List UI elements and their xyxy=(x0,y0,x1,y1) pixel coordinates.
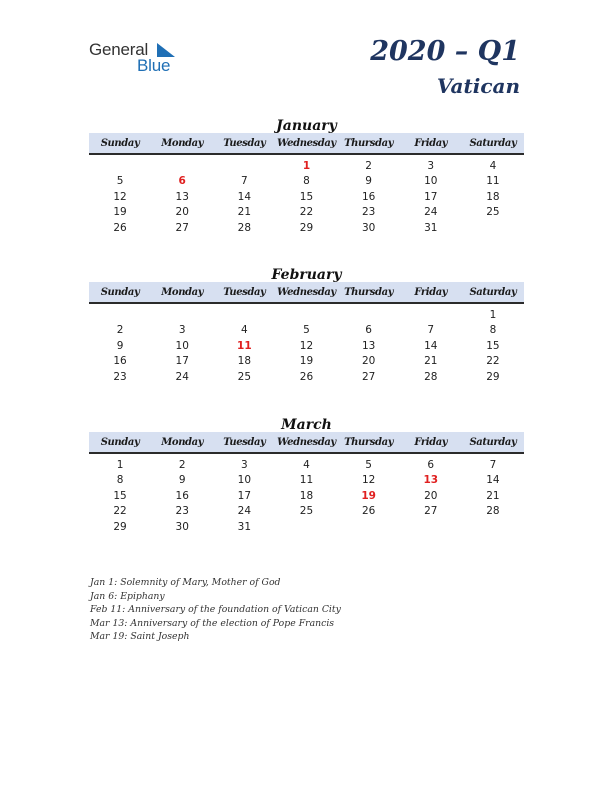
day-cell: 21 xyxy=(424,355,438,368)
day-cell: 8 xyxy=(489,324,497,337)
day-cell: 15 xyxy=(299,190,314,203)
week-row xyxy=(89,370,524,385)
week-row xyxy=(89,159,524,174)
week-row xyxy=(89,504,524,519)
day-cell: 4 xyxy=(489,160,497,172)
day-cell: 5 xyxy=(303,324,310,337)
day-cell: 9 xyxy=(365,175,372,188)
day-cell xyxy=(151,159,213,174)
day-cell xyxy=(89,159,151,174)
week-row xyxy=(89,473,524,488)
weekday-label: Monday xyxy=(161,287,204,298)
day-cell: 7 xyxy=(489,459,497,471)
holiday-note: Feb 11: Anniversary of the foundation of Vatican City xyxy=(90,604,341,616)
day-cell: 12 xyxy=(113,190,127,203)
week-row xyxy=(89,221,524,236)
holiday-day-cell: 19 xyxy=(361,489,376,502)
day-cell: 22 xyxy=(299,206,314,219)
holiday-day-cell: 6 xyxy=(178,175,186,188)
day-cell: 14 xyxy=(237,190,252,203)
day-cell: 4 xyxy=(303,459,310,471)
day-cell xyxy=(213,308,275,323)
weekday-label: Thursday xyxy=(344,437,394,448)
holiday-day-cell: 11 xyxy=(237,339,252,352)
day-cell: 18 xyxy=(486,190,500,203)
weekday-label: Friday xyxy=(414,138,448,149)
weekday-label: Friday xyxy=(414,287,448,298)
day-cell: 26 xyxy=(113,221,127,234)
day-cell: 25 xyxy=(486,206,500,219)
day-cell: 22 xyxy=(486,355,500,368)
logo-triangle-icon xyxy=(157,43,175,57)
day-cell: 28 xyxy=(424,370,438,383)
week-row xyxy=(89,489,524,504)
logo-text-blue: Blue xyxy=(137,56,171,75)
day-cell: 11 xyxy=(486,175,500,188)
day-cell: 18 xyxy=(237,355,252,368)
week-row xyxy=(89,308,524,323)
day-cell: 20 xyxy=(175,206,189,219)
weekday-label: Tuesday xyxy=(223,437,266,448)
day-cell: 3 xyxy=(241,459,248,471)
day-cell: 1 xyxy=(116,459,124,471)
week-row xyxy=(89,174,524,189)
day-cell: 28 xyxy=(237,221,252,234)
weeks-grid xyxy=(89,155,524,236)
day-cell: 2 xyxy=(178,459,186,471)
day-cell: 5 xyxy=(365,459,372,471)
day-cell: 29 xyxy=(113,520,127,533)
weekday-label: Wednesday xyxy=(277,138,336,149)
day-cell: 27 xyxy=(175,221,189,234)
holiday-day-cell: 13 xyxy=(423,474,439,487)
country-name: Vatican xyxy=(436,74,520,98)
day-cell: 27 xyxy=(361,370,376,383)
weekday-label: Friday xyxy=(414,437,448,448)
day-cell: 14 xyxy=(486,474,500,487)
holiday-notes xyxy=(90,576,341,644)
day-cell: 14 xyxy=(424,339,438,352)
day-cell: 3 xyxy=(178,324,186,337)
day-cell: 28 xyxy=(486,505,500,518)
day-cell xyxy=(462,221,524,236)
day-cell: 16 xyxy=(175,489,189,502)
month-calendar-february xyxy=(89,265,524,385)
month-name: March xyxy=(281,417,332,433)
day-cell: 21 xyxy=(486,489,500,502)
day-cell xyxy=(151,308,213,323)
weekday-label: Wednesday xyxy=(277,437,336,448)
week-row xyxy=(89,354,524,369)
day-cell: 8 xyxy=(303,175,310,188)
weekday-label: Tuesday xyxy=(223,138,266,149)
weekday-label: Saturday xyxy=(469,138,517,149)
day-cell: 24 xyxy=(424,206,438,219)
weekday-label: Sunday xyxy=(100,287,140,298)
day-cell: 22 xyxy=(113,505,127,518)
day-cell: 30 xyxy=(361,221,376,234)
day-cell: 27 xyxy=(424,505,438,518)
day-cell: 29 xyxy=(486,370,500,383)
weekday-label: Monday xyxy=(161,138,204,149)
day-cell xyxy=(400,520,462,535)
day-cell: 3 xyxy=(427,160,435,172)
day-cell: 9 xyxy=(116,339,124,352)
day-cell: 4 xyxy=(241,324,248,337)
day-cell: 31 xyxy=(237,520,252,533)
logo-text-general: General xyxy=(89,40,149,59)
day-cell: 13 xyxy=(175,190,189,203)
day-cell: 31 xyxy=(424,221,438,234)
holiday-note: Jan 1: Solemnity of Mary, Mother of God xyxy=(90,577,281,588)
day-cell: 11 xyxy=(299,474,314,487)
month-name: February xyxy=(271,267,342,283)
day-cell: 8 xyxy=(116,474,124,487)
weekday-label: Saturday xyxy=(469,437,517,448)
holiday-note: Mar 19: Saint Joseph xyxy=(90,631,190,643)
day-cell: 30 xyxy=(175,520,189,533)
day-cell: 2 xyxy=(365,160,372,172)
weekday-label: Thursday xyxy=(344,138,394,149)
day-cell: 16 xyxy=(113,355,127,368)
day-cell: 6 xyxy=(427,459,435,471)
day-cell: 29 xyxy=(299,221,314,234)
day-cell: 17 xyxy=(175,355,189,368)
weekday-label: Monday xyxy=(161,437,204,448)
holiday-note: Jan 6: Epiphany xyxy=(90,590,165,602)
day-cell: 23 xyxy=(361,206,376,219)
day-cell: 26 xyxy=(361,505,376,518)
day-cell: 19 xyxy=(113,206,127,219)
weekday-header-row xyxy=(89,282,524,304)
month-calendar-march xyxy=(89,415,524,535)
page-title: 2020 – Q1 xyxy=(370,36,520,67)
holiday-note: Mar 13: Anniversary of the election of Pope Francis xyxy=(90,617,335,629)
day-cell: 23 xyxy=(175,505,189,518)
brand-logo xyxy=(89,40,189,76)
weekday-header-row xyxy=(89,133,524,155)
day-cell: 16 xyxy=(361,190,376,203)
day-cell: 17 xyxy=(424,190,438,203)
day-cell: 6 xyxy=(365,324,372,337)
day-cell: 12 xyxy=(361,474,376,487)
day-cell xyxy=(275,520,337,535)
day-cell: 24 xyxy=(175,370,189,383)
day-cell: 7 xyxy=(241,175,248,188)
day-cell: 17 xyxy=(237,489,252,502)
weekday-header-row xyxy=(89,432,524,454)
day-cell xyxy=(338,308,400,323)
weekday-label: Thursday xyxy=(344,287,394,298)
day-cell xyxy=(213,159,275,174)
day-cell: 15 xyxy=(113,489,127,502)
day-cell: 10 xyxy=(424,175,438,188)
day-cell: 12 xyxy=(299,339,314,352)
day-cell xyxy=(400,308,462,323)
day-cell: 2 xyxy=(116,324,124,337)
week-row xyxy=(89,205,524,220)
day-cell: 24 xyxy=(237,505,252,518)
weekday-label: Wednesday xyxy=(277,287,336,298)
weeks-grid xyxy=(89,454,524,535)
day-cell: 1 xyxy=(489,309,497,321)
week-row xyxy=(89,339,524,354)
day-cell xyxy=(89,308,151,323)
day-cell: 10 xyxy=(175,339,189,352)
day-cell: 19 xyxy=(299,355,314,368)
day-cell: 7 xyxy=(427,324,435,337)
day-cell: 5 xyxy=(116,175,124,188)
weeks-grid xyxy=(89,304,524,385)
week-row xyxy=(89,190,524,205)
day-cell xyxy=(275,308,337,323)
weekday-label: Sunday xyxy=(100,138,140,149)
week-row xyxy=(89,520,524,535)
day-cell xyxy=(338,520,400,535)
day-cell: 21 xyxy=(237,206,252,219)
day-cell: 25 xyxy=(299,505,314,518)
day-cell: 15 xyxy=(486,339,500,352)
week-row xyxy=(89,458,524,473)
day-cell: 10 xyxy=(237,474,252,487)
weekday-label: Tuesday xyxy=(223,287,266,298)
day-cell: 25 xyxy=(237,370,252,383)
day-cell: 20 xyxy=(424,489,438,502)
month-calendar-january xyxy=(89,116,524,236)
day-cell: 13 xyxy=(361,339,376,352)
weekday-label: Sunday xyxy=(100,437,140,448)
day-cell: 9 xyxy=(178,474,186,487)
weekday-label: Saturday xyxy=(469,287,517,298)
holiday-day-cell: 1 xyxy=(302,160,311,172)
day-cell: 23 xyxy=(113,370,127,383)
day-cell xyxy=(462,520,524,535)
day-cell: 18 xyxy=(299,489,314,502)
month-name: January xyxy=(276,118,337,134)
week-row xyxy=(89,323,524,338)
day-cell: 20 xyxy=(361,355,376,368)
day-cell: 26 xyxy=(299,370,314,383)
